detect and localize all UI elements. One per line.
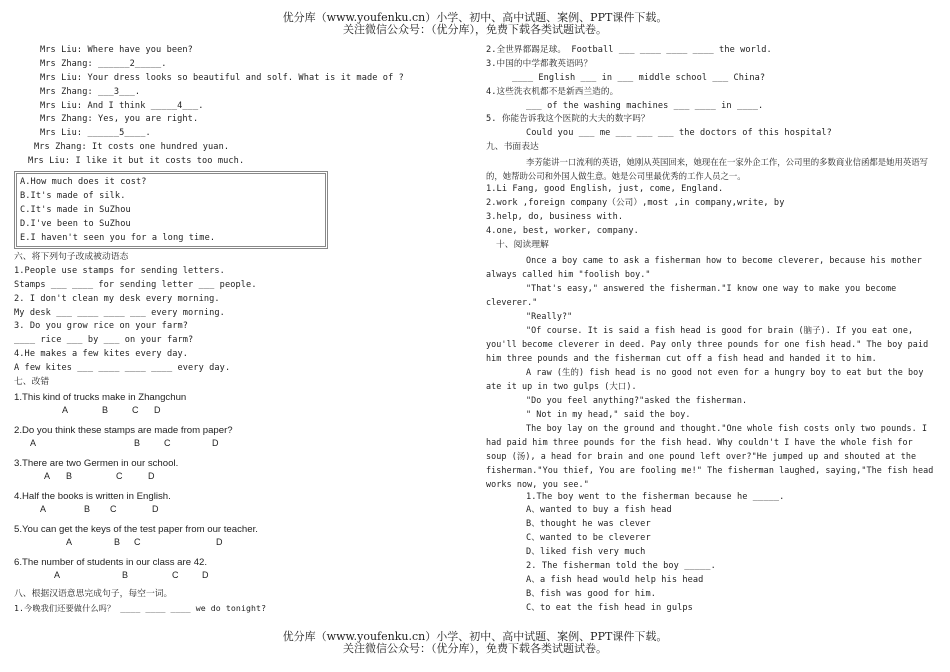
options-box — [16, 173, 326, 247]
dialog-line: Mrs Liu: I like it but it costs too much. — [28, 156, 245, 167]
page-header — [0, 12, 950, 36]
exercise-line: ____ English ___ in ___ middle school ___ China? — [512, 72, 766, 83]
option-item: A.How much does it cost? — [20, 177, 147, 188]
exercise-line: ___ of the washing machines ___ ____ in ____. — [526, 100, 764, 111]
passage-paragraph: Once a boy came to ask a fisherman how to become cleverer, because his mother always called him "foolish boy." — [486, 254, 922, 279]
exercise-line: 3. Do you grow rice on your farm? — [14, 321, 189, 332]
option-item: E.I haven't seen you for a long time. — [20, 233, 216, 244]
error-letters — [14, 570, 469, 588]
passage-paragraph: The boy lay on the ground and thought."One whole fish costs only two pounds. I had paid him three pounds for the fish head. Why couldn't I have the whole fish for soup (汤), a head for brain and one pound left over?"He jumped up and shouted at the fisherman."You thief, You are fooling me!" The fisherman laughed, saying,"The fish head works now, you see." — [486, 422, 934, 489]
header-line-2: 关注微信公众号：（优分库），免费下载各类试题试卷。 — [343, 23, 607, 36]
reading-passage — [486, 253, 936, 491]
option-item: B.It's made of silk. — [20, 191, 126, 202]
letter-b: B — [122, 569, 129, 580]
dialog-line: Mrs Liu: ______5____. — [40, 128, 151, 139]
error-sentence: 5.You can get the keys of the test paper from our teacher. — [14, 523, 258, 535]
section-8-title: 八、根据汉语意思完成句子，每空一词。 — [14, 588, 173, 599]
section-6-lines — [14, 265, 469, 376]
dialog-line: Mrs Zhang: Yes, you are right. — [40, 114, 199, 125]
writing-point: 4.one, best, worker, company. — [486, 225, 639, 236]
dialog — [14, 44, 469, 169]
dialog-line: Mrs Zhang: It costs one hundred yuan. — [34, 142, 230, 153]
exercise-line: Stamps ___ ____ for sending letter ___ people. — [14, 279, 257, 290]
passage-paragraph: "Do you feel anything?"asked the fisherman. — [526, 394, 748, 405]
option-item: C.It's made in SuZhou — [20, 205, 131, 216]
passage-paragraph: "That's easy," answered the fisherman."I know one way to make you become cleverer." — [486, 282, 897, 307]
exercise-line: Could you ___ me ___ ___ ___ the doctors of this hospital? — [526, 128, 832, 139]
dialog-line: Mrs Liu: Where have you been? — [40, 45, 193, 55]
error-letters — [14, 537, 469, 555]
right-column — [486, 44, 936, 616]
error-sentence: 6.The number of students in our class are 42. — [14, 556, 208, 568]
error-sentence: 1.This kind of trucks make in Zhangchun — [14, 391, 187, 403]
exercise-line: A few kites ___ ____ ____ ____ every day. — [14, 363, 231, 374]
exercise-line: 2. I don't clean my desk every morning. — [14, 293, 220, 304]
question-stem: 2. The fisherman told the boy _____. — [526, 561, 716, 572]
letter-c: C — [164, 437, 171, 448]
section-10-title: 十、阅读理解 — [496, 239, 549, 250]
dialog-line: Mrs Liu: And I think _____4___. — [40, 100, 204, 111]
letter-b: B — [84, 503, 91, 514]
passage-paragraph: "Of course. It is said a fish head is good for brain (脑子). If you eat one, you'll become cleverer in deed. Pay only three pounds for one fish head." The boy paid him three pounds and the fisherman cut off a fish head and handed it to him. — [486, 324, 929, 363]
letter-d: D — [202, 569, 209, 580]
writing-point: 3.help, do, business with. — [486, 211, 624, 222]
question-option: D、liked fish very much — [526, 547, 646, 558]
letter-c: C — [116, 470, 123, 481]
reading-questions — [486, 491, 936, 616]
question-option: B、thought he was clever — [526, 519, 651, 530]
header-line-1: 优分库（www.youfenku.cn）小学、初中、高中试题、案例、PPT课件下载。 — [282, 11, 668, 24]
footer-line-2: 关注微信公众号：（优分库），免费下载各类试题试卷。 — [343, 642, 607, 655]
passage-paragraph: A raw (生的) fish head is no good not even for a hungry boy to eat but the boy ate it up in two gulps (大口). — [486, 366, 924, 391]
letter-a: A — [66, 536, 73, 547]
exercise-line: 2.全世界都踢足球。 Football ___ ____ ____ ____ the world. — [486, 45, 772, 55]
error-letters — [14, 471, 469, 489]
question-option: B、fish was good for him. — [526, 588, 656, 599]
error-correction — [14, 390, 469, 588]
section-6-title: 六、将下列句子改成被动语态 — [14, 252, 129, 263]
letter-c: C — [134, 536, 141, 547]
error-sentence: 4.Half the books is written in English. — [14, 490, 171, 502]
dialog-line: Mrs Zhang: ______2_____. — [40, 58, 167, 69]
question-stem: 1.The boy went to the fisherman because he _____. — [526, 491, 785, 502]
error-letters — [14, 504, 469, 522]
error-sentence: 3.There are two Germen in our school. — [14, 457, 179, 469]
error-letters — [14, 405, 469, 423]
writing-point: 2.work ,foreign company（公司）,most ,in company,write, by — [486, 198, 785, 209]
letter-d: D — [216, 536, 223, 547]
question-option: C、to eat the fish head in gulps — [526, 602, 693, 613]
letter-a: A — [62, 404, 69, 415]
letter-d: D — [148, 470, 155, 481]
error-letters — [14, 438, 469, 456]
exercise-line: 3.中国的中学都教英语吗？ — [486, 58, 593, 69]
footer-line-1: 优分库（www.youfenku.cn）小学、初中、高中试题、案例、PPT课件下载。 — [282, 630, 668, 643]
question-option: A、a fish head would help his head — [526, 574, 704, 585]
section-8-continued — [486, 44, 936, 141]
writing-point: 1.Li Fang, good English, just, come, England. — [486, 184, 724, 195]
dialog-line: Mrs Liu: Your dress looks so beautiful and solf. What is it made of ? — [40, 72, 404, 83]
dialog-line: Mrs Zhang: ___3___. — [40, 86, 141, 97]
letter-a: A — [30, 437, 37, 448]
letter-a: A — [40, 503, 47, 514]
letter-d: D — [154, 404, 161, 415]
letter-a: A — [44, 470, 51, 481]
exercise-line: 4.He makes a few kites every day. — [14, 349, 189, 360]
exercise-line: My desk ___ ____ ____ ___ every morning. — [14, 307, 225, 318]
letter-b: B — [114, 536, 121, 547]
passage-paragraph: " Not in my head," said the boy. — [526, 408, 691, 419]
exercise-line: 1.今晚我们还要做什么吗？ ____ ____ ____ we do tonight? — [14, 602, 267, 613]
letter-c: C — [110, 503, 117, 514]
question-option: A、wanted to buy a fish head — [526, 505, 672, 516]
letter-c: C — [172, 569, 179, 580]
error-sentence: 2.Do you think these stamps are made from paper? — [14, 424, 233, 436]
letter-d: D — [152, 503, 159, 514]
letter-d: D — [212, 437, 219, 448]
letter-b: B — [102, 404, 109, 415]
exercise-line: 5. 你能告诉我这个医院的大夫的数字吗？ — [486, 114, 650, 125]
option-item: D.I've been to SuZhou — [20, 219, 131, 230]
section-7-title: 七、改错 — [14, 377, 50, 388]
section-9-title: 九、书面表达 — [486, 142, 539, 153]
left-column — [14, 44, 469, 616]
letter-b: B — [66, 470, 73, 481]
question-option: C、wanted to be cleverer — [526, 533, 651, 544]
writing-points — [486, 183, 936, 239]
passage-paragraph: "Really?" — [526, 310, 573, 321]
exercise-line: 4.这些洗衣机都不是新西兰造的。 — [486, 86, 619, 97]
letter-b: B — [134, 437, 141, 448]
exercise-line: ____ rice ___ by ___ on your farm? — [14, 335, 194, 346]
letter-a: A — [54, 569, 61, 580]
page-footer — [0, 631, 950, 655]
writing-prompt: 李芳能讲一口流利的英语，她刚从英国回来，她现在在一家外企工作，公司里的多数商业信函都是她用英语写的，她帮助公司和外国人做生意。她是公司里最优秀的工作人员之一。 — [486, 157, 928, 182]
exercise-line: 1.People use stamps for sending letters. — [14, 265, 225, 276]
letter-c: C — [132, 404, 139, 415]
